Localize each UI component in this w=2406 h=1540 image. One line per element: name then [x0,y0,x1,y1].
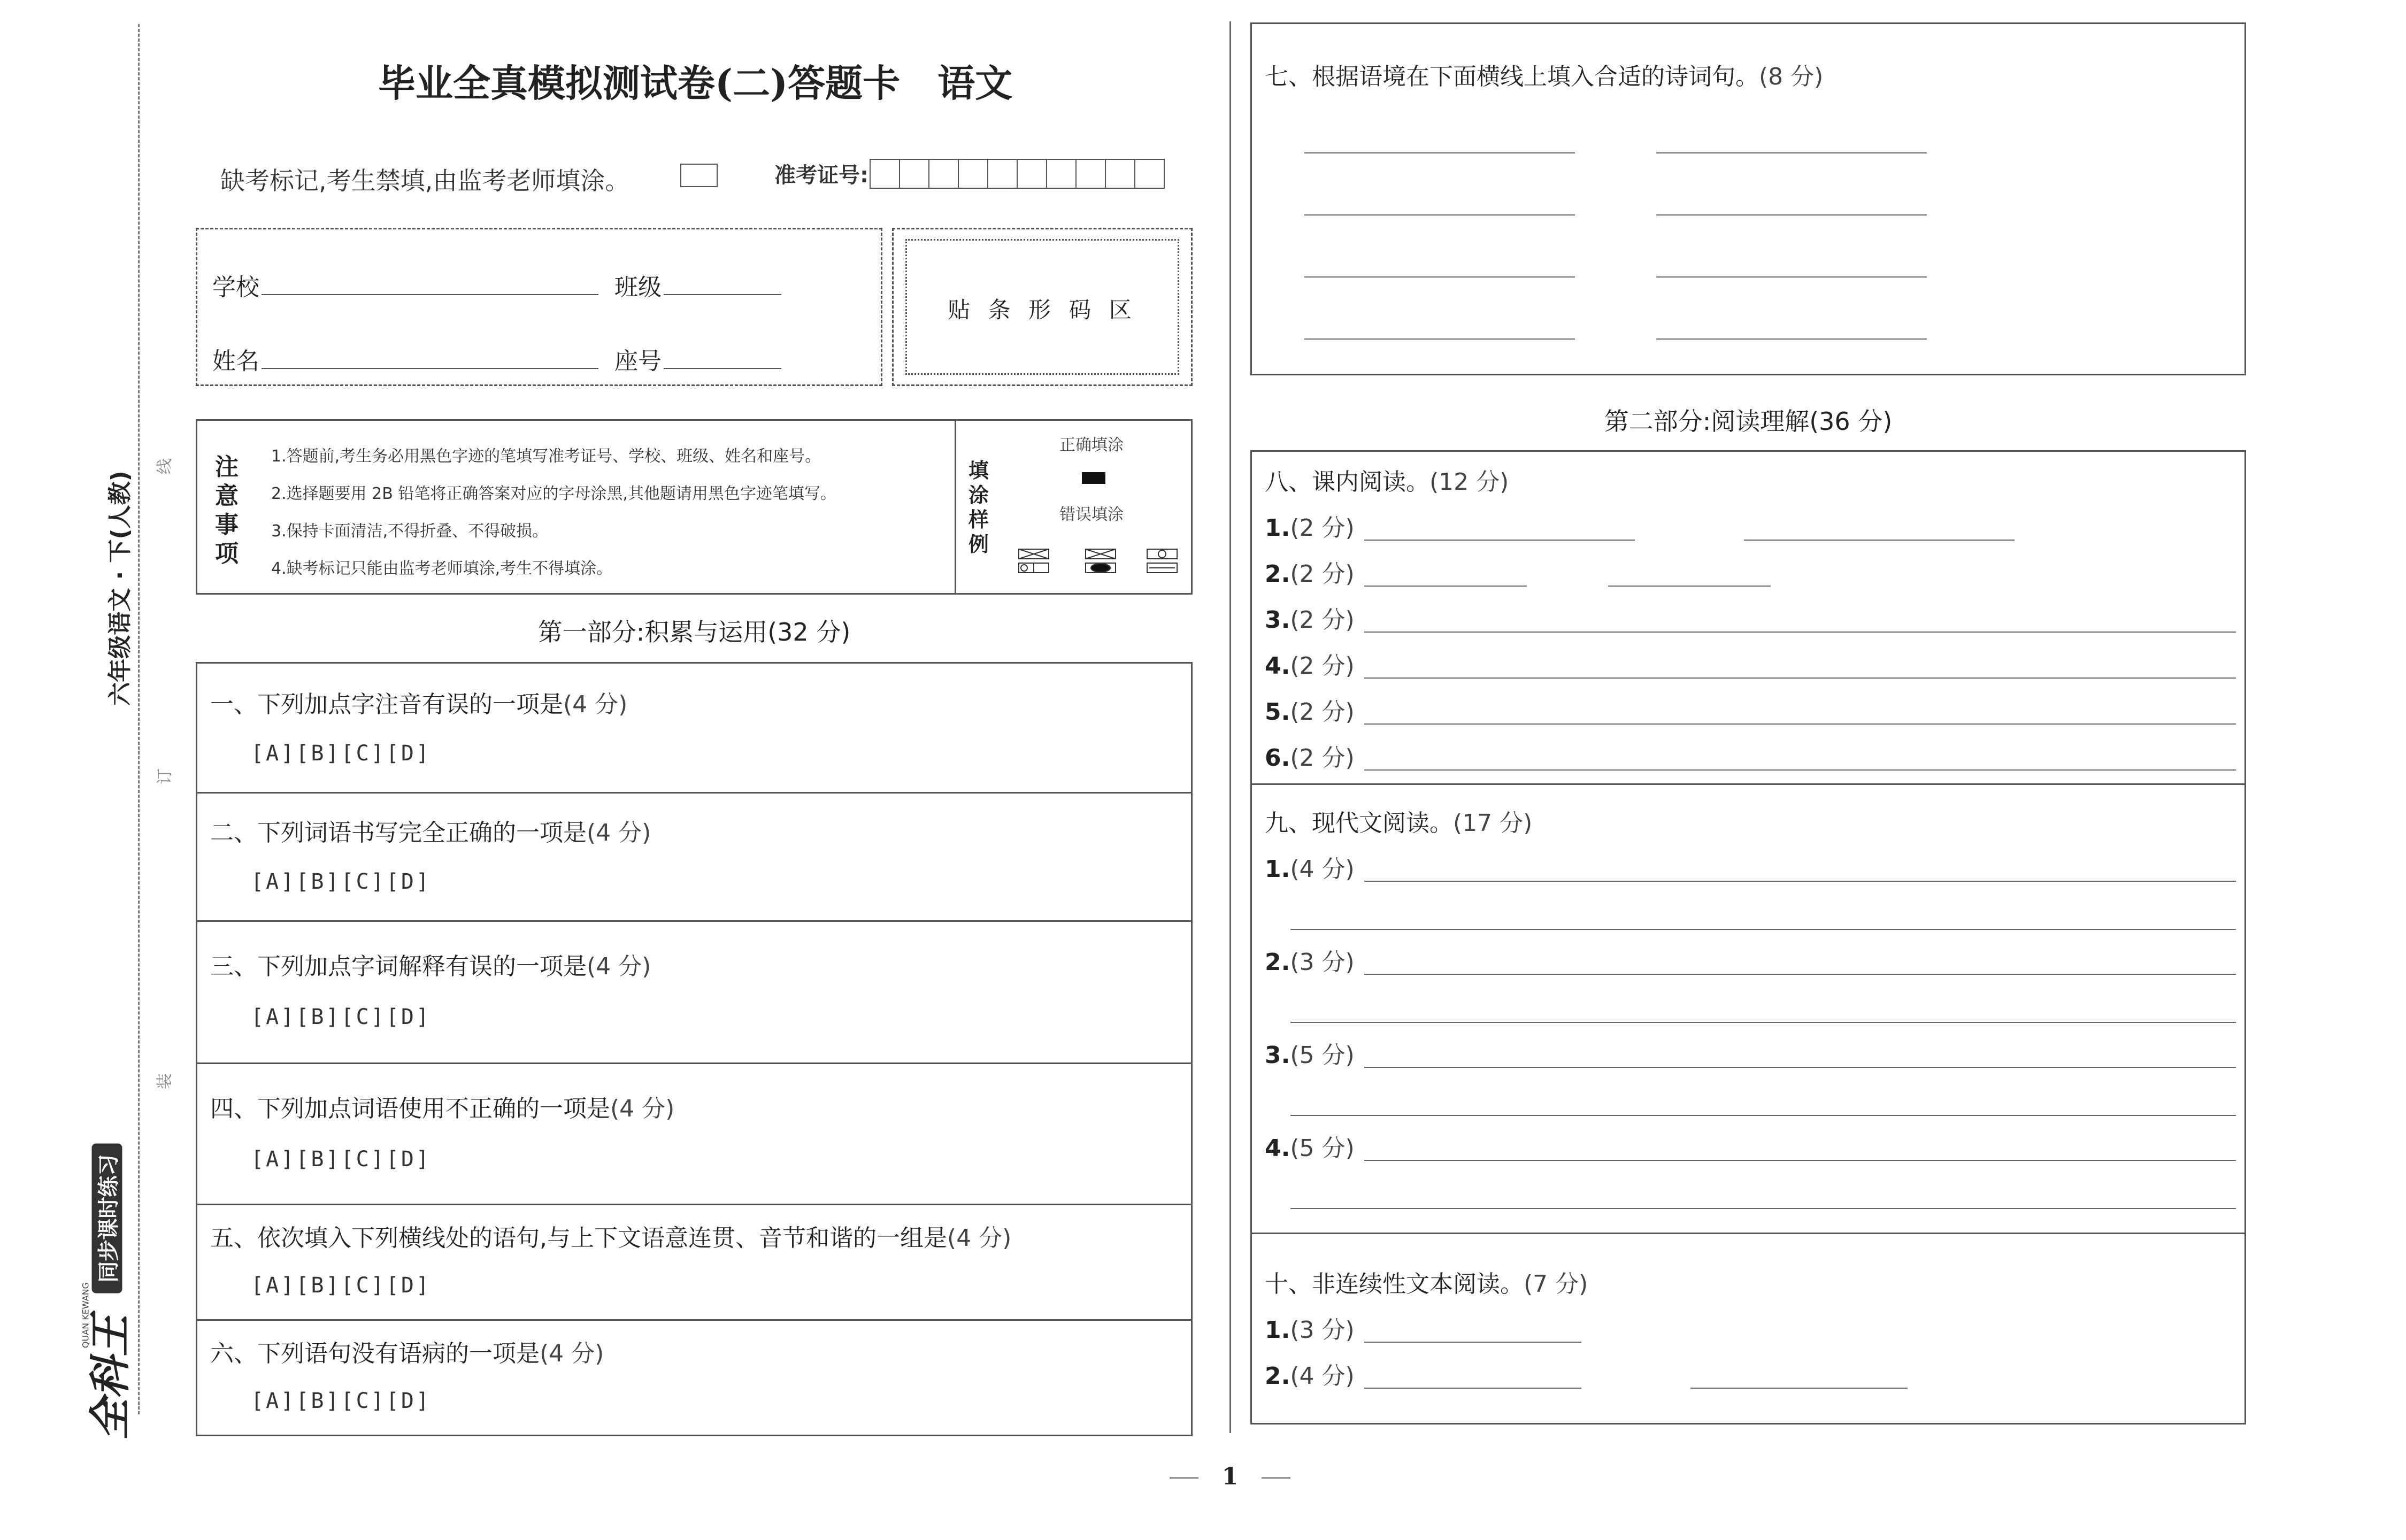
answer-line[interactable] [1290,1115,2236,1116]
correct-fill-sample [1082,472,1105,484]
notice-item: 4.缺考标记只能由监考老师填涂,考生不得填涂。 [271,559,613,578]
column-divider [1229,21,1231,1433]
exam-number [774,158,1165,189]
notice-box [196,419,1193,595]
page-title [198,53,1193,107]
question-8: 八、课内阅读。(12 分) 1.(2 分) 2.(2 分) 3.(2 分) 4.(2 分) 5.(2 分) 6.(2 分) [1252,452,2244,783]
answer-row: 2.(4 分) [1265,1362,1355,1390]
notice-item: 2.选择题要用 2B 铅笔将正确答案对应的字母涂黑,其他题请用黑色字迹笔填写。 [271,484,836,503]
answer-row: 2.(3 分) [1265,949,1355,976]
exam-number-cells[interactable] [871,159,1165,189]
answer-row: 2.(2 分) [1265,560,1355,588]
answer-line[interactable] [1364,1160,2236,1161]
answer-row: 3.(5 分) [1265,1042,1355,1069]
answer-line[interactable] [1290,1022,2236,1023]
answer-line[interactable] [1364,723,2236,725]
part2-heading: 第二部分:阅读理解(36 分) [1604,407,1893,436]
absent-mark-box[interactable] [680,164,718,187]
answer-row: 1.(3 分) [1265,1316,1355,1344]
answer-row: 1.(4 分) [1265,856,1355,883]
poem-answer-line[interactable] [1656,214,1927,215]
answer-row: 6.(2 分) [1265,744,1355,772]
wrong-sample-cross [1019,549,1049,573]
brand-name: 全科王 [86,1315,135,1441]
answer-line[interactable] [1364,1342,1581,1343]
brand-logo [80,1134,144,1441]
answer-line[interactable] [1364,677,2236,679]
absent-mark-note: 缺考标记,考生禁填,由监考老师填涂。 [220,166,630,195]
answer-line[interactable] [1364,881,2236,882]
answer-line[interactable] [1364,1067,2236,1068]
correct-fill-label: 正确填涂 [1059,436,1124,455]
poem-answer-line[interactable] [1304,338,1575,340]
question-3: 三、下列加点字词解释有误的一项是(4 分) [A][B][C][D] [210,953,651,1029]
answer-line[interactable] [1364,974,2236,975]
answer-options[interactable]: [A][B][C][D] [251,869,431,894]
cut-line-label: 线 [156,458,174,474]
answer-line[interactable] [1608,586,1771,587]
notice-item: 1.答题前,考生务必用黑色字迹的笔填写准考证号、学校、班级、姓名和座号。 [271,447,821,466]
answer-options[interactable]: [A][B][C][D] [251,1389,431,1413]
poem-answer-line[interactable] [1656,338,1927,340]
notice-item: 3.保持卡面清洁,不得折叠、不得破损。 [271,522,549,541]
answer-row: 4.(2 分) [1265,652,1355,680]
part2-box [1250,450,2246,1424]
brand-pinyin: QUAN KEWANG [80,1282,91,1349]
seat-field[interactable]: 座号 [614,342,781,376]
poem-answer-line[interactable] [1656,276,1927,278]
student-info-box [196,228,882,386]
subject-text: 语文 [937,61,1013,105]
name-field[interactable]: 姓名 [212,342,598,376]
wrong-fill-samples [1008,545,1179,582]
page-number: 1 [1150,1463,1310,1490]
question-7-box [1250,22,2246,375]
answer-row: 1.(2 分) [1265,514,1355,542]
question-7-title: 七、根据语境在下面横线上填入合适的诗词句。(8 分) [1265,63,1824,90]
answer-line[interactable] [1364,769,2236,771]
school-field[interactable]: 学校 [212,268,598,302]
part1-box [196,662,1193,1436]
notice-heading: 注意事项 [215,453,239,567]
answer-options[interactable]: [A][B][C][D] [251,1273,431,1298]
wrong-fill-label: 错误填涂 [1059,505,1124,524]
answer-line[interactable] [1364,1388,1581,1389]
answer-options[interactable]: [A][B][C][D] [251,1005,431,1029]
question-6: 六、下列语句没有语病的一项是(4 分) [A][B][C][D] [210,1340,604,1413]
sample-heading: 填涂样例 [968,459,989,556]
question-10: 十、非连续性文本阅读。(7 分) 1.(3 分) 2.(4 分) [1252,1233,2244,1425]
answer-line[interactable] [1290,1208,2236,1209]
question-4: 四、下列加点词语使用不正确的一项是(4 分) [A][B][C][D] [210,1095,675,1172]
title-text: 毕业全真模拟测试卷(二)答题卡 [378,61,901,105]
fold-line-label: 装 [156,1073,174,1089]
poem-answer-line[interactable] [1656,152,1927,153]
barcode-area [892,228,1193,386]
answer-options[interactable]: [A][B][C][D] [251,1147,431,1172]
answer-row: 5.(2 分) [1265,698,1355,726]
answer-row: 4.(5 分) [1265,1135,1355,1162]
question-9: 九、现代文阅读。(17 分) 1.(4 分) 2.(3 分) 3.(5 分) 4.(5 分) [1252,783,2244,1233]
wrong-sample-circle [1147,549,1177,573]
wrong-sample-dot [1086,549,1116,573]
question-1: 一、下列加点字注音有误的一项是(4 分) [A][B][C][D] [210,691,628,766]
answer-line[interactable] [1364,540,1635,541]
answer-row: 3.(2 分) [1265,606,1355,634]
answer-line[interactable] [1364,586,1527,587]
class-field[interactable]: 班级 [614,268,781,302]
answer-line[interactable] [1744,540,2015,541]
answer-line[interactable] [1364,632,2236,633]
poem-answer-line[interactable] [1304,214,1575,215]
part1-heading: 第一部分:积累与运用(32 分) [537,618,851,646]
brand-subtitle: 同步课时练习 [92,1144,122,1293]
question-5: 五、依次填入下列横线处的语句,与上下文语意连贯、音节和谐的一组是(4 分) [A][B][C][D] [210,1225,1012,1298]
exam-number-label: 准考证号: [774,163,868,188]
answer-options[interactable]: [A][B][C][D] [251,741,431,766]
notice-items [271,438,836,588]
question-2: 二、下列词语书写完全正确的一项是(4 分) [A][B][C][D] [210,819,651,894]
bind-line-label: 订 [156,768,174,784]
answer-line[interactable] [1290,929,2236,930]
barcode-label: 贴 条 形 码 区 [948,297,1137,323]
poem-answer-line[interactable] [1304,276,1575,278]
answer-line[interactable] [1690,1388,1908,1389]
poem-answer-line[interactable] [1304,152,1575,153]
